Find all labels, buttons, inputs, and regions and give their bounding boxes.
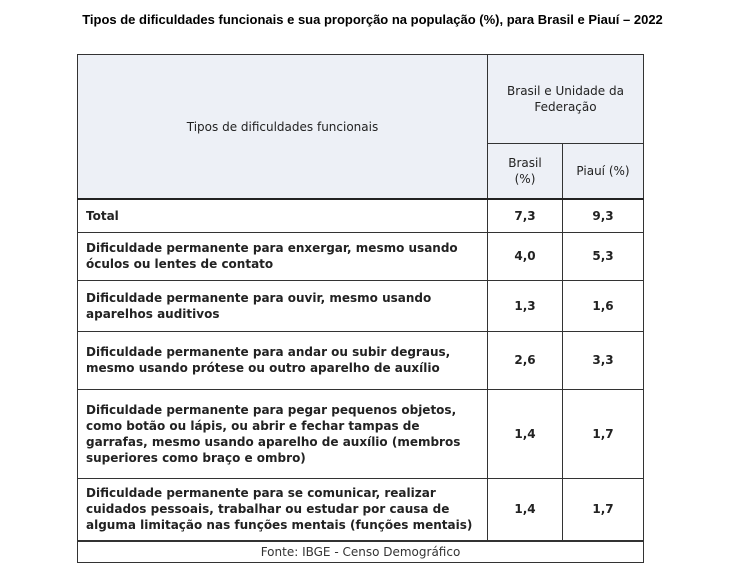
- header-piaui: Piauí (%): [563, 144, 644, 200]
- document-title: Tipos de dificuldades funcionais e sua proporção na população (%), para Brasil e Piauí – 2022: [82, 12, 663, 27]
- table-row: [78, 280, 644, 331]
- table-row: [78, 331, 644, 389]
- table-row: [78, 232, 644, 280]
- row-piaui-value: 9,3: [563, 199, 644, 232]
- table-row: [78, 389, 644, 478]
- row-piaui-value: 1,7: [563, 389, 644, 478]
- row-piaui-value: 1,6: [563, 280, 644, 331]
- header-types: Tipos de dificuldades funcionais: [78, 55, 488, 200]
- header-row-top: [78, 55, 644, 144]
- row-label: Total: [78, 199, 488, 232]
- table-row: [78, 478, 644, 541]
- row-brasil-value: 1,3: [488, 280, 563, 331]
- row-label: Dificuldade permanente para pegar pequenos objetos, como botão ou lápis, ou abrir e fechar tampas de garrafas, mesmo usando aparelho de auxílio (membros superiores como braço e ombro): [78, 389, 488, 478]
- row-brasil-value: 7,3: [488, 199, 563, 232]
- row-label: Dificuldade permanente para ouvir, mesmo usando aparelhos auditivos: [78, 280, 488, 331]
- row-brasil-value: 2,6: [488, 331, 563, 389]
- row-brasil-value: 4,0: [488, 232, 563, 280]
- source-note: Fonte: IBGE - Censo Demográfico: [78, 541, 644, 563]
- row-piaui-value: 1,7: [563, 478, 644, 541]
- header-group: Brasil e Unidade da Federação: [488, 55, 644, 144]
- table-row: [78, 199, 644, 232]
- row-label: Dificuldade permanente para andar ou subir degraus, mesmo usando prótese ou outro aparelho de auxílio: [78, 331, 488, 389]
- row-label: Dificuldade permanente para enxergar, mesmo usando óculos ou lentes de contato: [78, 232, 488, 280]
- row-brasil-value: 1,4: [488, 478, 563, 541]
- row-label: Dificuldade permanente para se comunicar, realizar cuidados pessoais, trabalhar ou estudar por causa de alguma limitação nas funções mentais (funções mentais): [78, 478, 488, 541]
- source-row: [78, 541, 644, 563]
- header-brasil: Brasil (%): [488, 144, 563, 200]
- data-table: [77, 54, 644, 563]
- row-piaui-value: 3,3: [563, 331, 644, 389]
- row-brasil-value: 1,4: [488, 389, 563, 478]
- row-piaui-value: 5,3: [563, 232, 644, 280]
